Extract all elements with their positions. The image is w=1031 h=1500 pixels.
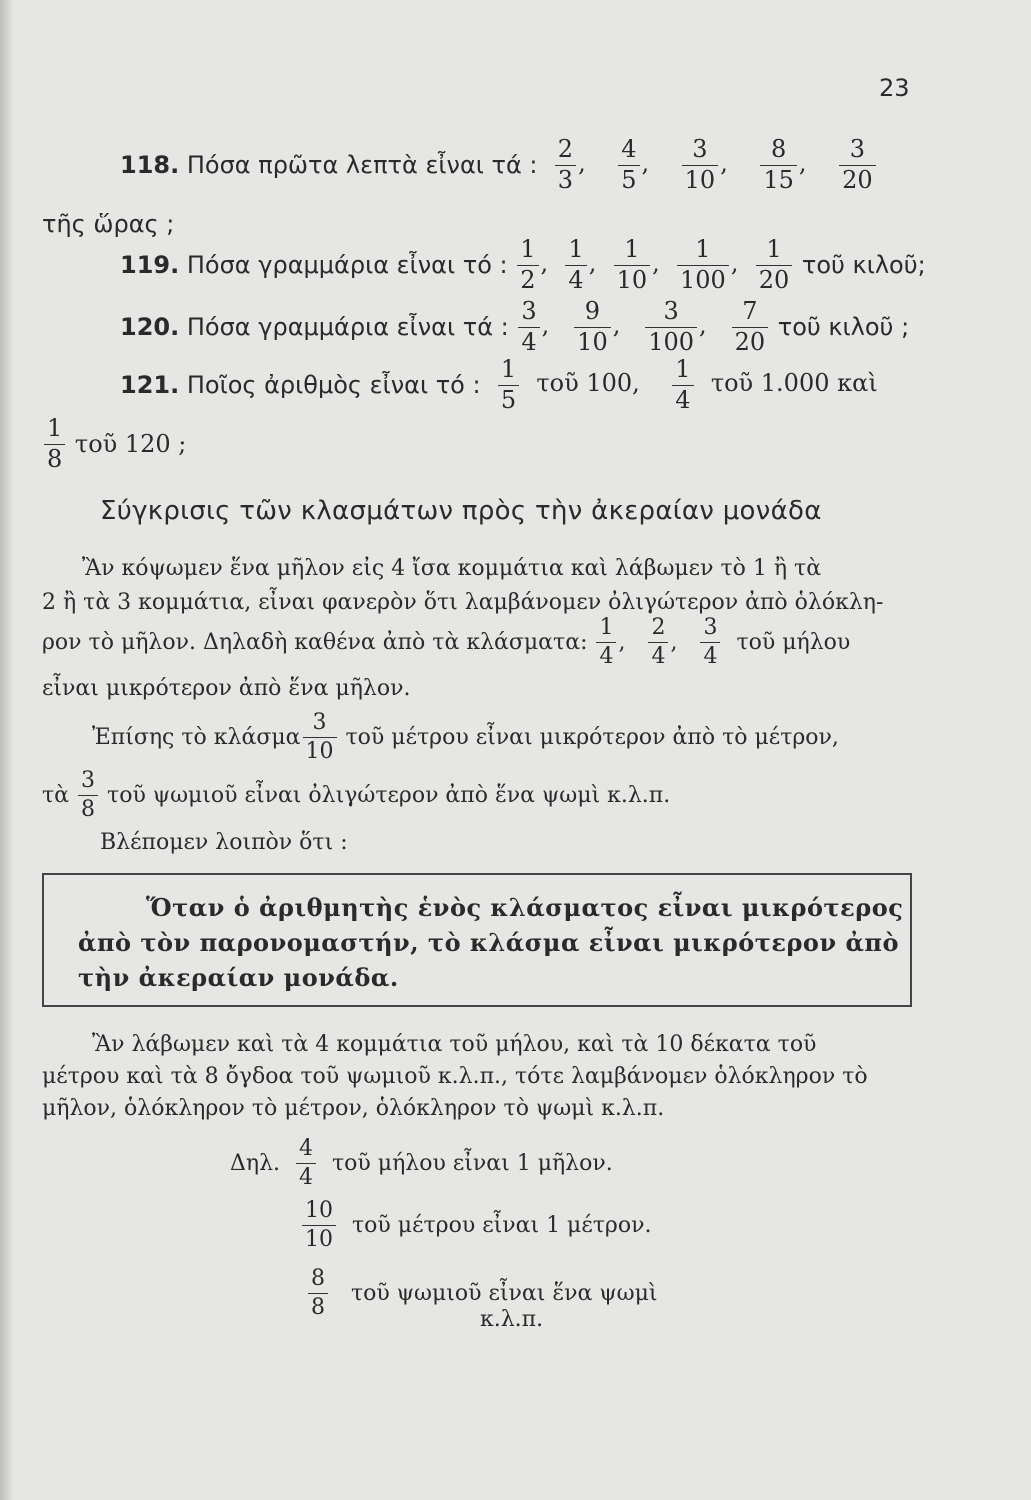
paragraph-line: Ἂν λάβωμεν καὶ τὰ 4 κομμάτια τοῦ μήλου, καὶ τὰ 10 δέκατα τοῦ <box>92 1032 817 1057</box>
paragraph-line <box>92 706 839 768</box>
fraction: $\frac{2}{4}$ <box>648 616 668 667</box>
fraction: $\frac{10}{10}$ <box>302 1199 336 1250</box>
example-text: τοῦ μήλου εἶναι 1 μῆλον. <box>332 1150 613 1176</box>
exercise-number: 119. <box>120 251 180 279</box>
paragraph-line: ρον τὸ μῆλον. Δηλαδὴ καθένα ἀπὸ τὰ κλάσματα: $\frac{1}{4}$ , $\frac{2}{4}$ , $\frac{3}{4}$ τοῦ μήλου <box>42 615 851 669</box>
paragraph-text: τὰ <box>42 782 70 808</box>
fraction: $\frac{7}{20}$ <box>732 299 769 354</box>
fraction: $\frac{1}{8}$ <box>44 416 65 471</box>
fraction: $\frac{3}{4}$ <box>700 616 720 667</box>
example-etc: κ.λ.π. <box>480 1307 544 1332</box>
paragraph-line: μῆλον, ὁλόκληρον τὸ μέτρον, ὁλόκληρον τὸ ψωμὶ κ.λ.π. <box>42 1096 665 1121</box>
fraction: $\frac{1}{4}$ <box>596 616 616 667</box>
paragraph-line: εἶναι μικρότερον ἀπὸ ἕνα μῆλον. <box>42 676 411 701</box>
paragraph-line <box>42 764 670 826</box>
exercise-text: Πόσα γραμμάρια εἶναι τά : <box>186 313 509 341</box>
fraction: $\frac{3}{4}$ <box>518 299 539 354</box>
fraction: $\frac{1}{2}$ <box>517 237 538 292</box>
fraction: $\frac{1}{4}$ <box>672 357 693 412</box>
exercise-118: 118. Πόσα πρῶτα λεπτὰ εἶναι τά : $\frac{2}{3}$ , $\frac{4}{5}$ , $\frac{3}{10}$ , $\frac{8}{15}$ , $\frac{3}{20}$ <box>120 130 878 200</box>
exercise-119: 119. Πόσα γραμμάρια εἶναι τό : $\frac{1}{2}$ , $\frac{1}{4}$ , $\frac{1}{10}$ , $\frac{1}{100}$ , $\frac{1}{20}$ τοῦ κιλοῦ; <box>120 235 926 294</box>
paragraph-line: 2 ἢ τὰ 3 κομμάτια, εἶναι φανερὸν ὅτι λαμβάνομεν ὀλιγώτερον ἀπὸ ὁλόκλη- <box>42 590 884 615</box>
exercise-mid: τοῦ 100, <box>536 369 640 398</box>
fraction: $\frac{9}{10}$ <box>574 299 611 354</box>
exercise-121 <box>120 354 878 416</box>
fraction: $\frac{4}{5}$ <box>618 137 639 192</box>
exercise-text: Πόσα πρῶτα λεπτὰ εἶναι τά : <box>186 151 538 179</box>
exercise-text: Ποῖος ἀριθμὸς εἶναι τό : <box>186 371 481 399</box>
rule-line: Ὅταν ὁ ἀριθμητὴς ἑνὸς κλάσματος εἶναι μικρότερος <box>146 893 904 922</box>
fraction: $\frac{3}{10}$ <box>303 711 337 762</box>
paragraph-line: μέτρου καὶ τὰ 8 ὄγδοα τοῦ ψωμιοῦ κ.λ.π., τότε λαμβάνομεν ὁλόκληρον τὸ <box>42 1064 868 1089</box>
fraction: $\frac{1}{20}$ <box>756 237 793 292</box>
page-edge-shadow <box>0 0 14 1500</box>
exercise-120: 120. Πόσα γραμμάρια εἶναι τά : $\frac{3}{4}$ , $\frac{9}{10}$ , $\frac{3}{100}$ , $\frac{7}{20}$ τοῦ κιλοῦ ; <box>120 297 910 356</box>
page-number: 23 <box>879 74 910 102</box>
paragraph-text: τοῦ μέτρου εἶναι μικρότερον ἀπὸ τὸ μέτρον, <box>345 724 839 750</box>
exercise-118-continuation: τῆς ὥρας ; <box>42 210 175 238</box>
exercise-mid: τοῦ 1.000 καὶ <box>710 369 878 398</box>
paragraph-text: τοῦ ψωμιοῦ εἶναι ὀλιγώτερον ἀπὸ ἕνα ψωμὶ κ.λ.π. <box>107 782 671 808</box>
rule-line: ἀπὸ τὸν παρονομαστήν, τὸ κλάσμα εἶναι μικρότερον ἀπὸ <box>78 928 899 957</box>
exercise-tail: τοῦ κιλοῦ; <box>801 251 926 279</box>
section-heading: Σύγκρισις τῶν κλασμάτων πρὸς τὴν ἀκεραίαν μονάδα <box>100 496 822 526</box>
fraction: $\frac{3}{10}$ <box>682 137 719 192</box>
example-line <box>230 1132 613 1194</box>
example-text: τοῦ ψωμιοῦ εἶναι ἕνα ψωμὶ <box>350 1280 658 1306</box>
fraction: $\frac{1}{100}$ <box>677 237 729 292</box>
fraction: $\frac{8}{15}$ <box>760 137 797 192</box>
paragraph-line: Βλέπομεν λοιπὸν ὅτι : <box>100 830 348 855</box>
example-text: τοῦ μέτρου εἶναι 1 μέτρον. <box>352 1212 652 1238</box>
exercise-end: τοῦ 120 ; <box>74 430 187 458</box>
exercise-number: 121. <box>120 371 180 399</box>
paragraph-text: Ἐπίσης τὸ κλάσμα <box>92 724 301 750</box>
fraction: $\frac{8}{8}$ <box>308 1267 328 1318</box>
paragraph-text: ρον τὸ μῆλον. Δηλαδὴ καθένα ἀπὸ τὰ κλάσματα: <box>42 629 588 655</box>
fraction: $\frac{1}{4}$ <box>565 237 586 292</box>
rule-line: τὴν ἀκεραίαν μονάδα. <box>78 963 399 992</box>
exercise-text: Πόσα γραμμάρια εἶναι τό : <box>186 251 508 279</box>
fraction: $\frac{3}{8}$ <box>78 769 98 820</box>
paragraph-text: τοῦ μήλου <box>736 629 851 655</box>
fraction: $\frac{3}{20}$ <box>839 137 876 192</box>
fraction: $\frac{2}{3}$ <box>555 137 576 192</box>
exercise-number: 118. <box>120 151 180 179</box>
exercise-number: 120. <box>120 313 180 341</box>
paragraph-line: Ἂν κόψωμεν ἕνα μῆλον εἰς 4 ἴσα κομμάτια καὶ λάβωμεν τὸ 1 ἢ τὰ <box>82 556 822 581</box>
fraction: $\frac{1}{10}$ <box>614 237 651 292</box>
fraction: $\frac{4}{4}$ <box>296 1137 316 1188</box>
fraction: $\frac{3}{100}$ <box>645 299 697 354</box>
fraction: $\frac{1}{5}$ <box>498 357 519 412</box>
example-line <box>300 1194 651 1256</box>
exercise-tail: τοῦ κιλοῦ ; <box>777 313 910 341</box>
example-prefix: Δηλ. <box>230 1150 281 1176</box>
exercise-121-continuation <box>42 414 186 474</box>
